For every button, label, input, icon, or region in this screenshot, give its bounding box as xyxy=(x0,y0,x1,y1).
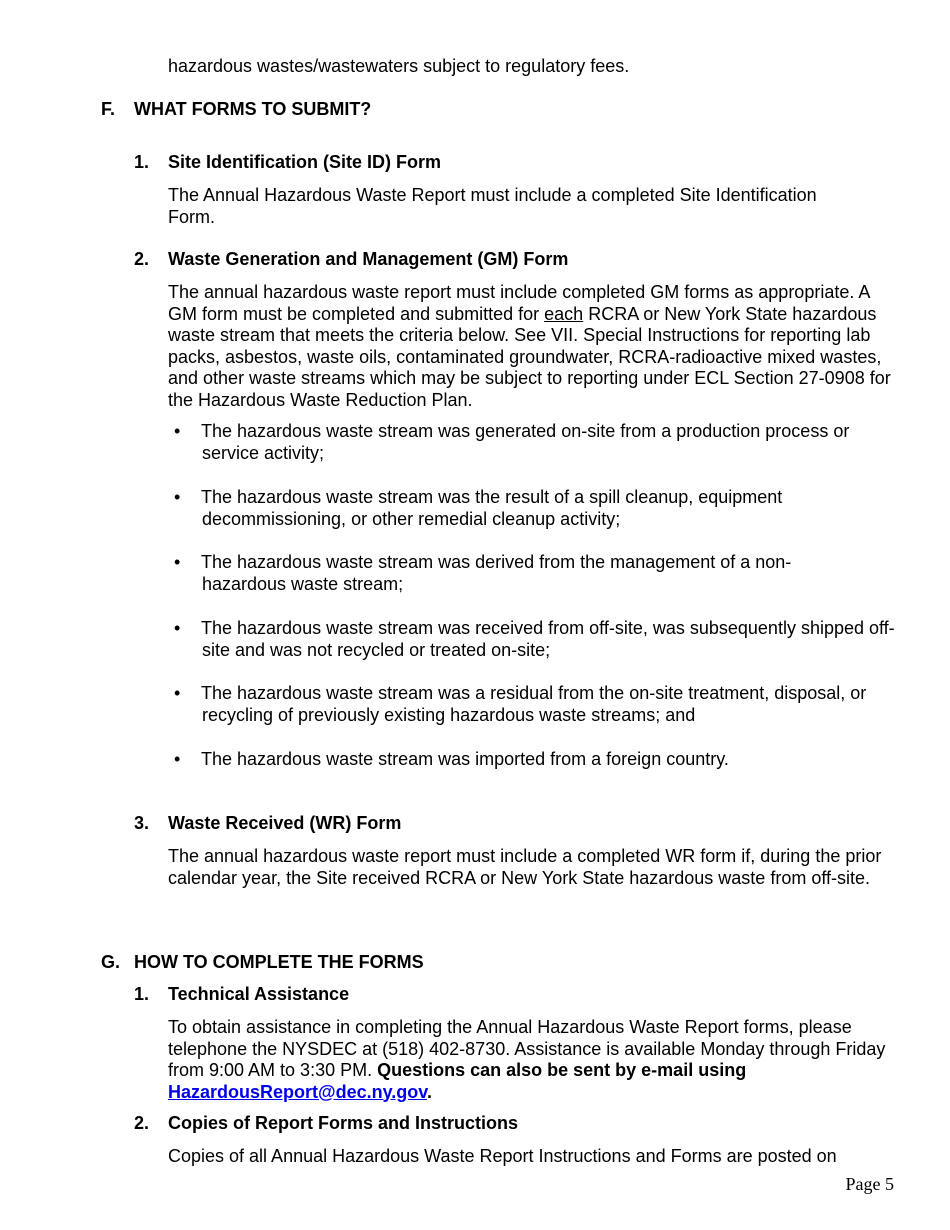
f1-paragraph: The Annual Hazardous Waste Report must include a completed Site Identification Form. xyxy=(168,185,817,227)
bullet-icon: • xyxy=(174,487,181,507)
f1-number: 1. xyxy=(134,152,150,172)
g1-number: 1. xyxy=(134,984,150,1004)
bullet-icon: • xyxy=(174,683,181,703)
section-g-heading: HOW TO COMPLETE THE FORMS xyxy=(134,952,424,972)
f3-heading: Waste Received (WR) Form xyxy=(168,813,402,833)
bullet-icon: • xyxy=(174,749,181,769)
carryover-text: hazardous wastes/wastewaters subject to regulatory fees. xyxy=(168,56,630,76)
bullet-icon: • xyxy=(174,421,181,441)
section-f-heading: WHAT FORMS TO SUBMIT? xyxy=(134,99,372,119)
f2-paragraph-part: RCRA or New York State hazardous waste stream that meets the criteria below. See VII. Special Instructions for reporting lab packs, asbestos, waste oils, contaminated groundwater, RCRA-radioactive mixed wastes, and other waste streams which may be subject to reporting under ECL Section 27-0908 for the Hazardous Waste Reduction Plan. xyxy=(168,303,891,410)
f2-heading: Waste Generation and Management (GM) Form xyxy=(168,249,569,269)
bullet-icon: • xyxy=(174,618,181,638)
email-link[interactable]: HazardousReport@dec.ny.gov xyxy=(168,1081,427,1102)
g1-bold-text: Questions can also be sent by e-mail using xyxy=(377,1060,747,1080)
section-g-letter: G. xyxy=(101,952,121,972)
bullet-item: The hazardous waste stream was a residual from the on-site treatment, disposal, or recycling of previously existing hazardous waste streams; and xyxy=(201,683,867,725)
g2-heading: Copies of Report Forms and Instructions xyxy=(168,1113,519,1133)
g1-period: . xyxy=(426,1081,432,1102)
page-number: Page 5 xyxy=(845,1174,894,1194)
g2-paragraph: Copies of all Annual Hazardous Waste Report Instructions and Forms are posted on xyxy=(168,1146,837,1166)
section-f-letter: F. xyxy=(101,99,116,119)
bullet-item: The hazardous waste stream was generated on-site from a production process or service activity; xyxy=(201,421,850,463)
bullet-item: The hazardous waste stream was received from off-site, was subsequently shipped off-site and was not recycled or treated on-site; xyxy=(201,618,895,660)
f3-paragraph: The annual hazardous waste report must include a completed WR form if, during the prior calendar year, the Site received RCRA or New York State hazardous waste from off-site. xyxy=(168,846,882,888)
bullet-icon: • xyxy=(174,552,181,572)
g1-paragraph-part: To obtain assistance in completing the Annual Hazardous Waste Report forms, please telephone the NYSDEC at (518) 402-8730. Assistance is available Monday through Friday from 9:00 AM to 3:30 PM. xyxy=(168,1017,886,1080)
bullet-item: The hazardous waste stream was imported from a foreign country. xyxy=(201,749,729,769)
bullet-item: The hazardous waste stream was the result of a spill cleanup, equipment decommissioning, or other remedial cleanup activity; xyxy=(201,487,783,529)
bullet-item: The hazardous waste stream was derived from the management of a non-hazardous waste stream; xyxy=(201,552,792,594)
f1-heading: Site Identification (Site ID) Form xyxy=(168,152,442,172)
f2-paragraph xyxy=(168,282,898,411)
f2-paragraph-part: The annual hazardous waste report must include completed GM forms as appropriate. A GM form must be completed and submitted for xyxy=(168,282,870,324)
f2-underlined-each: each xyxy=(544,303,584,324)
f3-number: 3. xyxy=(134,813,150,833)
g2-number: 2. xyxy=(134,1113,150,1133)
f2-number: 2. xyxy=(134,249,150,269)
g1-paragraph xyxy=(168,1017,888,1103)
g1-heading: Technical Assistance xyxy=(168,984,350,1004)
